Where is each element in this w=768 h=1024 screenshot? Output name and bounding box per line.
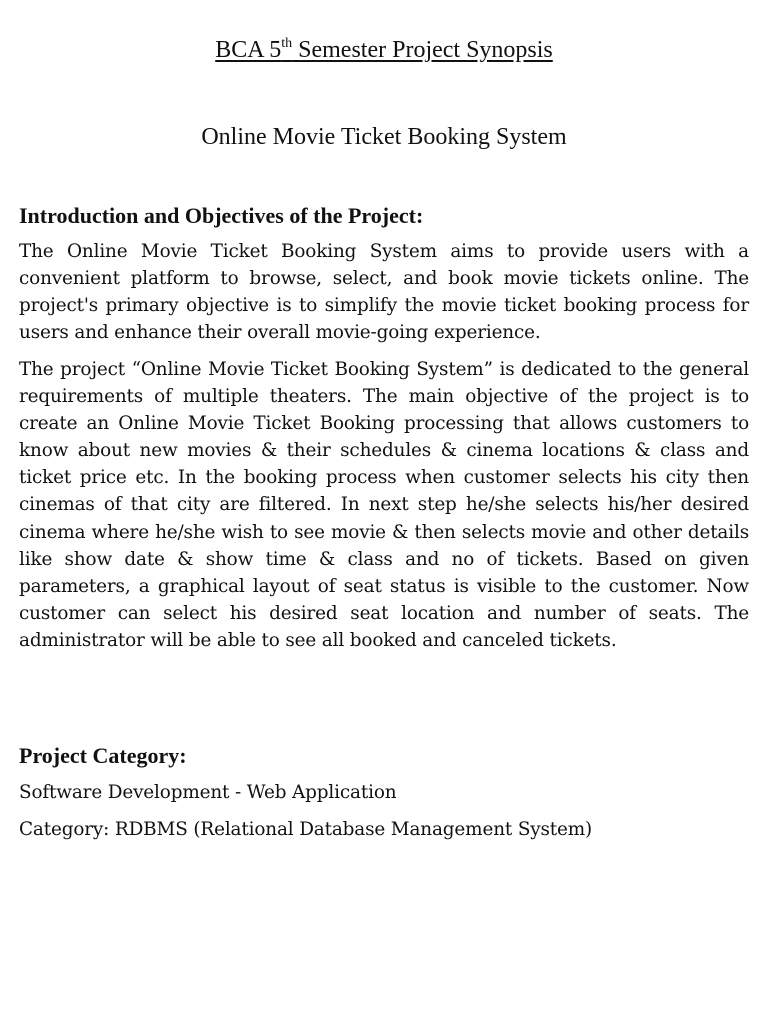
category-line-2: Category: RDBMS (Relational Database Management System) (19, 819, 593, 840)
intro-paragraph-2: The project “Online Movie Ticket Booking System” is dedicated to the general requirements of multiple theaters. The main objective of the project is to create an Online Movie Ticket Booking processing that allows customers to know about new movies & their schedules & cinema locations & class and ticket price etc. In the booking process when customer selects his city then cinemas of that city are filtered. In next step he/she selects his/her desired cinema where he/she wish to see movie & then selects movie and other details like show date & show time & class and no of tickets. Based on given parameters, a graphical layout of seat status is visible to the customer. Now customer can select his desired seat location and number of seats. The administrator will be able to see all booked and canceled tickets. (19, 359, 749, 651)
heading-suffix: Semester Project Synopsis (292, 37, 553, 63)
intro-section-heading: Introduction and Objectives of the Project: (19, 203, 424, 228)
project-title: Online Movie Ticket Booking System (201, 124, 567, 150)
document-heading (0, 34, 768, 66)
intro-paragraph-1: The Online Movie Ticket Booking System aims to provide users with a convenient platform to browse, select, and book movie tickets online. The project's primary objective is to simplify the movie ticket booking process for users and enhance their overall movie-going experience. (19, 241, 749, 344)
heading-prefix: BCA 5 (215, 37, 282, 63)
category-line-1: Software Development - Web Application (19, 782, 397, 803)
heading-superscript: th (281, 36, 293, 51)
category-section-heading: Project Category: (19, 743, 187, 768)
